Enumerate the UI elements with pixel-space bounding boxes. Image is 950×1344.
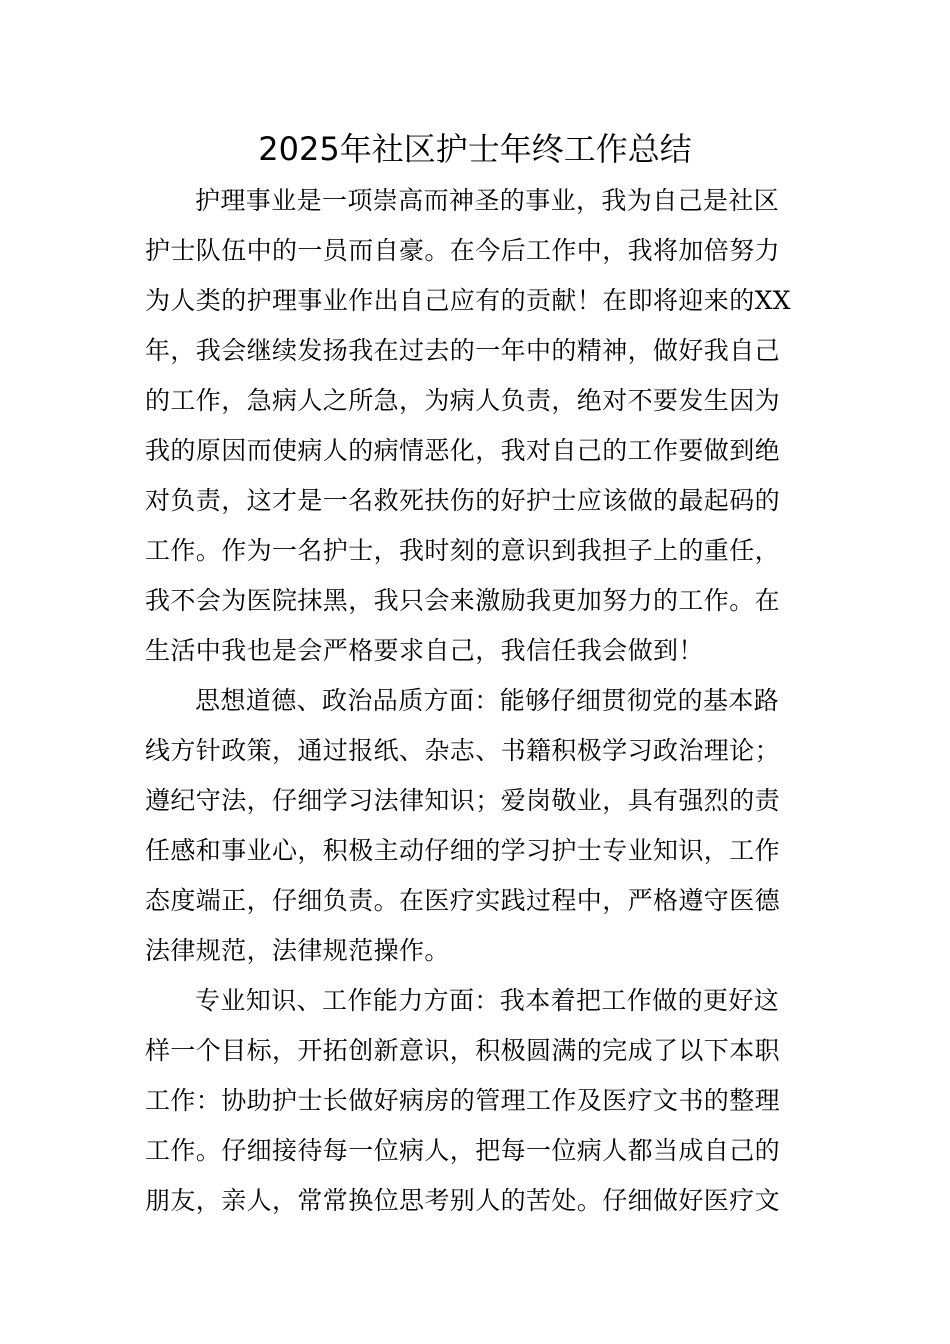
document-body bbox=[145, 176, 810, 1226]
text-line: 专业知识、工作能力方面：我本着把工作做的更好这 bbox=[195, 986, 780, 1015]
document-title: 2025年社区护士年终工作总结 bbox=[258, 130, 692, 168]
paragraph-3 bbox=[145, 976, 810, 1226]
text-line: 任感和事业心，积极主动仔细的学习护士专业知识，工作 bbox=[145, 836, 781, 865]
text-line: 样一个目标，开拓创新意识，积极圆满的完成了以下本职 bbox=[145, 1036, 781, 1065]
text-line: 护理事业是一项崇高而神圣的事业，我为自己是社区 bbox=[195, 186, 780, 215]
text-line: 我不会为医院抹黑，我只会来激励我更加努力的工作。在 bbox=[145, 586, 781, 615]
text-line: 对负责，这才是一名救死扶伤的好护士应该做的最起码的 bbox=[145, 486, 781, 515]
text-line: 年，我会继续发扬我在过去的一年中的精神，做好我自己 bbox=[145, 336, 781, 365]
text-line: 工作。仔细接待每一位病人，把每一位病人都当成自己的 bbox=[145, 1136, 781, 1165]
text-line: 法律规范，法律规范操作。 bbox=[145, 936, 450, 965]
text-line: 线方针政策，通过报纸、杂志、书籍积极学习政治理论； bbox=[145, 736, 781, 765]
text-line: 思想道德、政治品质方面：能够仔细贯彻党的基本路 bbox=[195, 686, 780, 715]
text-line: 工作：协助护士长做好病房的管理工作及医疗文书的整理 bbox=[145, 1086, 781, 1115]
text-line: 的工作，急病人之所急，为病人负责，绝对不要发生因为 bbox=[145, 386, 781, 415]
text-line: 朋友，亲人，常常换位思考别人的苦处。仔细做好医疗文 bbox=[145, 1186, 781, 1215]
text-line: 我的原因而使病人的病情恶化，我对自己的工作要做到绝 bbox=[145, 436, 781, 465]
paragraph-1 bbox=[145, 176, 810, 676]
text-line: 护士队伍中的一员而自豪。在今后工作中，我将加倍努力 bbox=[145, 236, 781, 265]
text-line: 工作。作为一名护士，我时刻的意识到我担子上的重任， bbox=[145, 536, 781, 565]
text-line: 态度端正，仔细负责。在医疗实践过程中，严格遵守医德 bbox=[145, 886, 781, 915]
text-line: 生活中我也是会严格要求自己，我信任我会做到！ bbox=[145, 636, 704, 665]
text-line: 为人类的护理事业作出自己应有的贡献！在即将迎来的XX bbox=[145, 286, 791, 315]
text-line: 遵纪守法，仔细学习法律知识；爱岗敬业，具有强烈的责 bbox=[145, 786, 781, 815]
paragraph-2 bbox=[145, 676, 810, 976]
